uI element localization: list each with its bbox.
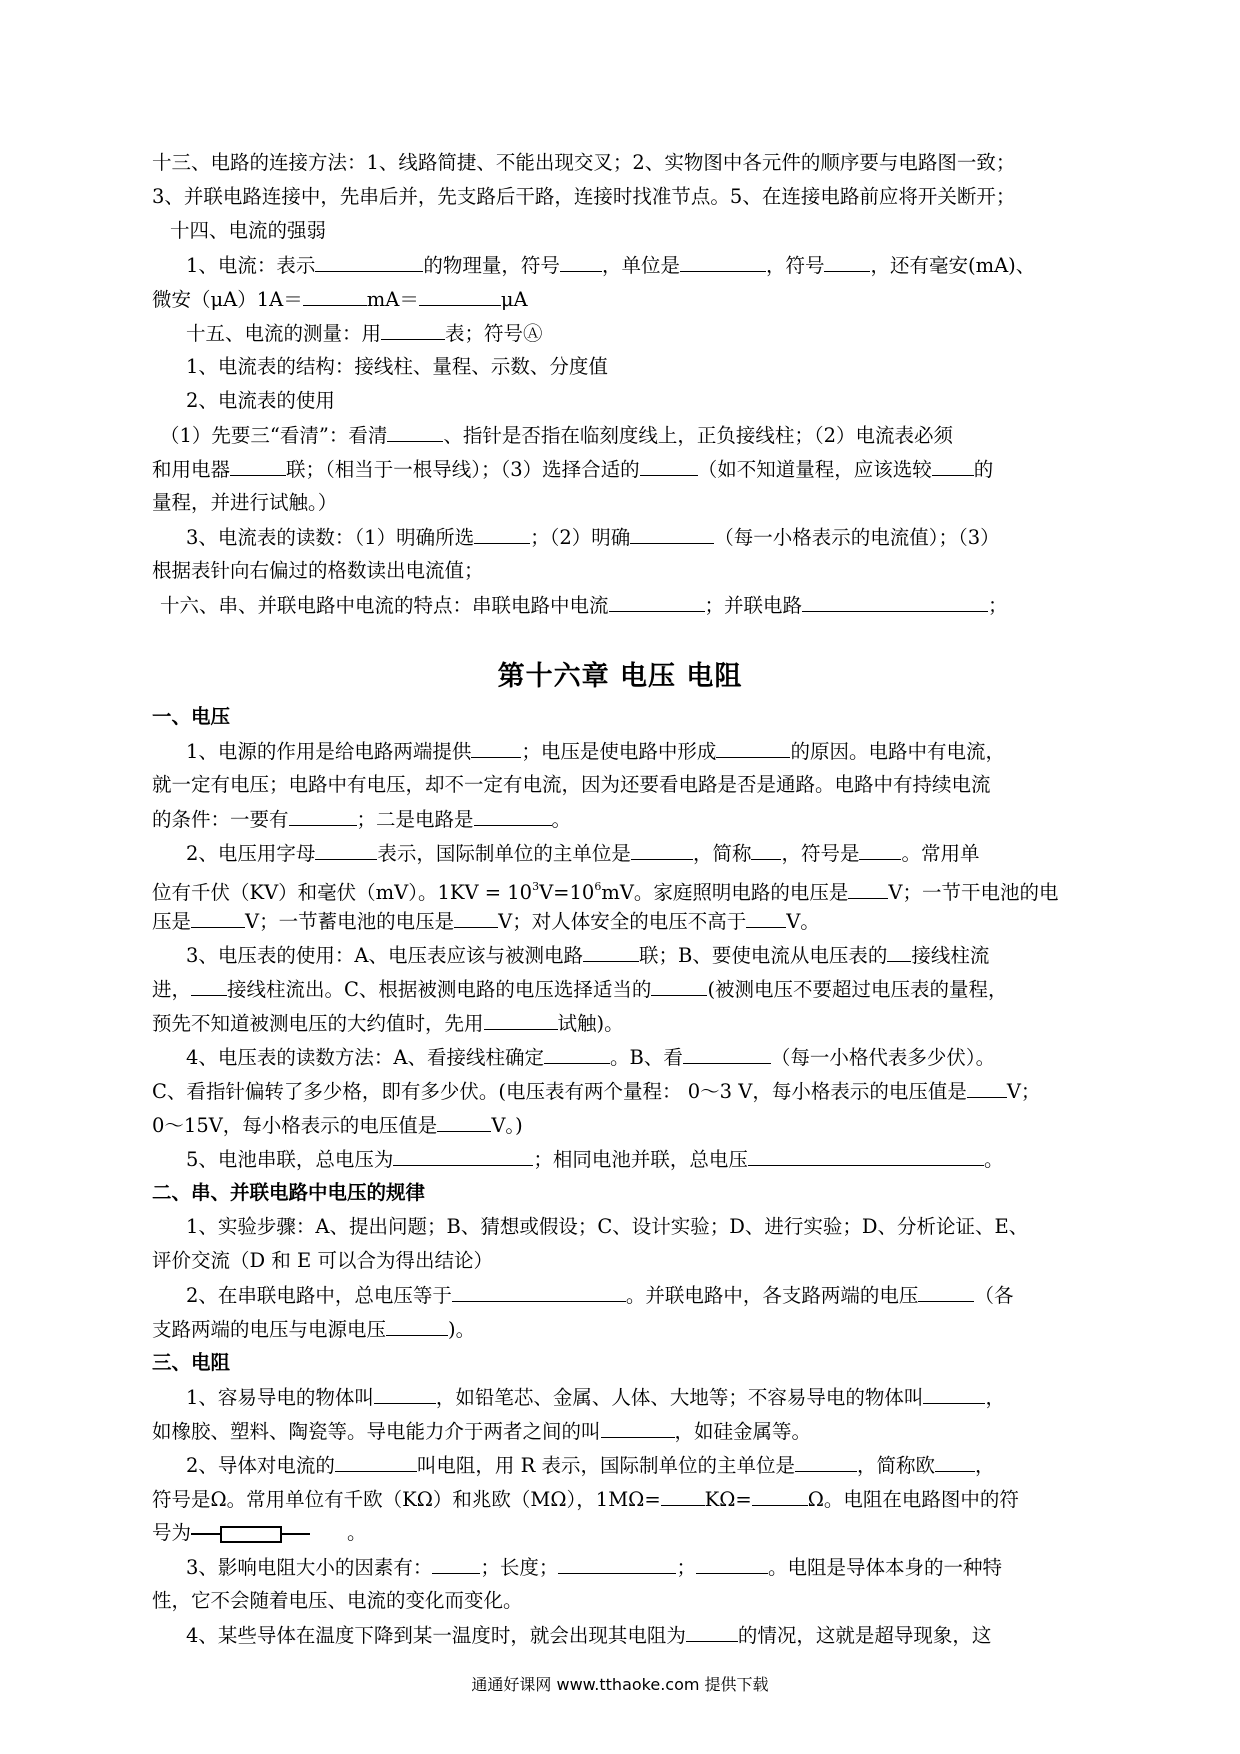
text: 接线柱流出。C、根据被测电路的电压选择适当的 bbox=[227, 978, 652, 1001]
text: V。 bbox=[786, 910, 820, 933]
text: 。并联电路中，各支路两端的电压 bbox=[625, 1284, 919, 1307]
text: 的物理量，符号 bbox=[423, 254, 560, 277]
exponent: 3 bbox=[532, 880, 540, 893]
text: 0～15V，每小格表示的电压值是 bbox=[152, 1114, 438, 1137]
fill-blank bbox=[230, 456, 286, 476]
fill-blank bbox=[848, 879, 888, 899]
text: V；对人体安全的电压不高于 bbox=[498, 910, 747, 933]
text: 进， bbox=[152, 978, 192, 1001]
text: V；一节干电池的电 bbox=[888, 881, 1059, 904]
text: （每一小格代表多少伏）。 bbox=[770, 1046, 996, 1069]
text: （1）先要三“看清”：看清 bbox=[160, 424, 388, 447]
text: 的条件：一要有 bbox=[152, 808, 289, 831]
fill-blank bbox=[484, 1010, 558, 1030]
resistance-p1-line2 bbox=[152, 1418, 811, 1445]
fill-blank bbox=[583, 942, 639, 962]
fill-blank bbox=[746, 908, 786, 928]
voltage-p2 bbox=[186, 840, 979, 867]
text: (被测电压不要超过电压表的量程， bbox=[707, 978, 1008, 1001]
fill-blank bbox=[393, 1146, 533, 1166]
voltage-p4-line3 bbox=[152, 1112, 523, 1139]
sec15-s2-line1 bbox=[160, 422, 953, 449]
fill-blank bbox=[680, 252, 766, 272]
fill-blank bbox=[752, 1486, 808, 1506]
fill-blank bbox=[454, 908, 498, 928]
text: 表；符号Ⓐ bbox=[445, 322, 543, 345]
text: 。 bbox=[551, 808, 572, 831]
voltage-p3-line2 bbox=[152, 976, 1008, 1003]
text: 1、电流：表示 bbox=[186, 254, 316, 277]
voltage-p4 bbox=[186, 1044, 995, 1071]
text: 压是 bbox=[152, 910, 192, 933]
fill-blank bbox=[386, 1316, 448, 1336]
fill-blank bbox=[374, 1384, 436, 1404]
fill-blank bbox=[609, 592, 705, 612]
fill-blank bbox=[661, 1486, 705, 1506]
text: ；并联电路 bbox=[704, 594, 803, 617]
fill-blank bbox=[935, 1452, 975, 1472]
voltage-p1-line3 bbox=[152, 806, 571, 833]
text: 3、电流表的读数：（1）明确所选 bbox=[186, 526, 475, 549]
text: （每一小格表示的电流值）；（3） bbox=[714, 526, 1000, 549]
sec13-line1: 十三、电路的连接方法：1、线路简捷、不能出现交叉；2、实物图中各元件的顺序要与电路图一致； bbox=[152, 151, 1016, 174]
text: 的情况，这就是超导现象，这 bbox=[737, 1624, 992, 1647]
text: ；长度； bbox=[480, 1556, 559, 1579]
text: ；（2）明确 bbox=[530, 526, 631, 549]
fill-blank bbox=[686, 1622, 738, 1642]
fill-blank bbox=[432, 1554, 480, 1574]
text: ，简称欧 bbox=[857, 1454, 936, 1477]
text: 十六、串、并联电路中电流的特点：串联电路中电流 bbox=[160, 594, 609, 617]
fill-blank bbox=[289, 806, 357, 826]
voltage-p1 bbox=[186, 738, 1005, 765]
fill-blank bbox=[437, 1112, 491, 1132]
fill-blank bbox=[802, 592, 988, 612]
fill-blank bbox=[918, 1282, 974, 1302]
text: 。 bbox=[983, 1148, 1004, 1171]
sec15-s2-line3: 量程，并进行试触。） bbox=[152, 491, 338, 514]
fill-blank bbox=[387, 422, 443, 442]
fill-blank bbox=[471, 738, 521, 758]
text: ，简称 bbox=[692, 842, 752, 865]
resistance-p2 bbox=[186, 1452, 995, 1479]
series-heading: 二、串、并联电路中电压的规律 bbox=[152, 1181, 426, 1204]
fill-blank bbox=[887, 942, 911, 962]
fill-blank bbox=[923, 1384, 985, 1404]
text: 3、电压表的使用：A、电压表应该与被测电路 bbox=[186, 944, 583, 967]
fill-blank bbox=[859, 840, 901, 860]
text: ， bbox=[985, 1386, 1005, 1409]
voltage-p5 bbox=[186, 1146, 1003, 1173]
text: 。常用单 bbox=[901, 842, 980, 865]
text: 和用电器 bbox=[152, 458, 231, 481]
fill-blank bbox=[631, 840, 693, 860]
fill-blank bbox=[748, 1146, 984, 1166]
text: mA＝ bbox=[366, 288, 419, 311]
sec16-line bbox=[160, 592, 1008, 619]
text: （如不知道量程，应该选较 bbox=[697, 458, 932, 481]
text: ， bbox=[975, 1454, 995, 1477]
text: 支路两端的电压与电源电压 bbox=[152, 1318, 387, 1341]
text: ，符号 bbox=[765, 254, 825, 277]
text: 5、电池串联，总电压为 bbox=[186, 1148, 394, 1171]
fill-blank bbox=[795, 1452, 857, 1472]
text: 联；（相当于一根导线）；（3）选择合适的 bbox=[286, 458, 640, 481]
fill-blank bbox=[932, 456, 974, 476]
text: 4、电压表的读数方法：A、看接线柱确定 bbox=[186, 1046, 544, 1069]
exponent: 6 bbox=[594, 880, 602, 893]
text: ，符号是 bbox=[781, 842, 860, 865]
page-footer: 通通好课网 www.tthaoke.com 提供下载 bbox=[471, 1675, 769, 1694]
text: 4、某些导体在温度下降到某一温度时，就会出现其电阻为 bbox=[186, 1624, 686, 1647]
sec15-title bbox=[186, 320, 543, 347]
voltage-heading: 一、电压 bbox=[152, 705, 231, 728]
text: 3、影响电阻大小的因素有： bbox=[186, 1556, 433, 1579]
voltage-p2-line3 bbox=[152, 908, 820, 935]
fill-blank bbox=[651, 976, 707, 996]
fill-blank bbox=[303, 286, 367, 306]
text: Ω。电阻在电路图中的符 bbox=[807, 1488, 1019, 1511]
text: 。 bbox=[347, 1521, 367, 1544]
resistance-heading: 三、电阻 bbox=[152, 1351, 231, 1374]
fill-blank bbox=[315, 252, 423, 272]
text: 1、容易导电的物体叫 bbox=[186, 1386, 374, 1409]
sec13-line2: 3、并联电路连接中，先串后并，先支路后干路，连接时找准节点。5、在连接电路前应将开关断开； bbox=[152, 185, 1016, 208]
resistance-p2-line3 bbox=[152, 1520, 367, 1546]
text: V；一节蓄电池的电压是 bbox=[245, 910, 455, 933]
text: 联；B、要使电流从电压表的 bbox=[639, 944, 888, 967]
text: 2、在串联电路中，总电压等于 bbox=[186, 1284, 452, 1307]
fill-blank bbox=[751, 840, 781, 860]
text: 1、电源的作用是给电路两端提供 bbox=[186, 740, 472, 763]
resistance-p1 bbox=[186, 1384, 1005, 1411]
resistance-p3 bbox=[186, 1554, 1002, 1581]
voltage-p1-line2: 就一定有电压；电路中有电压，却不一定有电流，因为还要看电路是否是通路。电路中有持续电流 bbox=[152, 773, 991, 796]
text: 预先不知道被测电压的大约值时，先用 bbox=[152, 1012, 484, 1035]
text: V； bbox=[1006, 1080, 1041, 1103]
text: C、看指针偏转了多少格，即有多少伏。(电压表有两个量程： 0～3 V，每小格表示的电压值是 bbox=[152, 1080, 967, 1103]
voltage-p4-line2 bbox=[152, 1078, 1040, 1105]
text: 、指针是否指在临刻度线上，正负接线柱；（2）电流表必须 bbox=[443, 424, 954, 447]
text: 。电阻是导体本身的一种特 bbox=[767, 1556, 1002, 1579]
text: V。) bbox=[491, 1114, 523, 1137]
text: ；相同电池并联，总电压 bbox=[533, 1148, 748, 1171]
fill-blank bbox=[191, 908, 245, 928]
text: 十五、电流的测量：用 bbox=[186, 322, 382, 345]
text: 的 bbox=[973, 458, 994, 481]
series-p1: 1、实验步骤：A、提出问题；B、猜想或假设；C、设计实验；D、进行实验；D、分析论证、E、 bbox=[186, 1215, 1029, 1238]
text: KΩ= bbox=[704, 1488, 752, 1511]
text: μA bbox=[500, 288, 528, 311]
resistance-p4 bbox=[186, 1622, 991, 1649]
fill-blank bbox=[191, 976, 227, 996]
fill-blank bbox=[683, 1044, 771, 1064]
text: V=10 bbox=[539, 881, 595, 904]
fill-blank bbox=[419, 286, 501, 306]
text: 号为 bbox=[152, 1521, 192, 1544]
text: （各 bbox=[974, 1284, 1014, 1307]
fill-blank bbox=[474, 806, 552, 826]
text: ；二是电路是 bbox=[356, 808, 474, 831]
fill-blank bbox=[560, 252, 602, 272]
fill-blank bbox=[630, 524, 714, 544]
fill-blank bbox=[716, 738, 790, 758]
sec15-s2-line2 bbox=[152, 456, 993, 483]
text: 2、电压用字母 bbox=[186, 842, 316, 865]
text: )。 bbox=[448, 1318, 476, 1341]
text: mV。家庭照明电路的电压是 bbox=[601, 881, 849, 904]
text: 。B、看 bbox=[610, 1046, 683, 1069]
series-p1-line2: 评价交流（D 和 E 可以合为得出结论） bbox=[152, 1249, 493, 1272]
text: 如橡胶、塑料、陶瓷等。导电能力介于两者之间的叫 bbox=[152, 1420, 601, 1443]
fill-blank bbox=[474, 524, 530, 544]
text: ，如铅笔芯、金属、人体、大地等；不容易导电的物体叫 bbox=[435, 1386, 924, 1409]
text: 的原因。电路中有电流， bbox=[790, 740, 1005, 763]
fill-blank bbox=[558, 1554, 676, 1574]
sec14-line1 bbox=[186, 252, 1035, 279]
text: 叫电阻，用 R 表示，国际制单位的主单位是 bbox=[416, 1454, 796, 1477]
sec15-s3-line2: 根据表针向右偏过的格数读出电流值； bbox=[152, 559, 484, 582]
text: ； bbox=[676, 1556, 696, 1579]
text: 试触)。 bbox=[557, 1012, 624, 1035]
fill-blank bbox=[601, 1418, 675, 1438]
fill-blank bbox=[452, 1282, 626, 1302]
voltage-p2-line2 bbox=[152, 874, 1059, 906]
resistance-p3-line2: 性，它不会随着电压、电流的变化而变化。 bbox=[152, 1589, 523, 1612]
text: 2、导体对电流的 bbox=[186, 1454, 335, 1477]
fill-blank bbox=[640, 456, 698, 476]
resistor-symbol-icon bbox=[191, 1524, 315, 1544]
series-p2-line2 bbox=[152, 1316, 475, 1343]
fill-blank bbox=[967, 1078, 1007, 1098]
text: 位有千伏（KV）和毫伏（mV）。1KV = 10 bbox=[152, 881, 533, 904]
text: ，单位是 bbox=[601, 254, 680, 277]
sec15-s3 bbox=[186, 524, 1000, 551]
text: ，如硅金属等。 bbox=[674, 1420, 812, 1443]
text: ； bbox=[988, 594, 1008, 617]
resistance-p2-line2 bbox=[152, 1486, 1019, 1513]
voltage-p3-line3 bbox=[152, 1010, 624, 1037]
text: 接线柱流 bbox=[911, 944, 990, 967]
text: ；电压是使电路中形成 bbox=[521, 740, 717, 763]
sec14-line2 bbox=[152, 286, 528, 313]
text: 表示，国际制单位的主单位是 bbox=[377, 842, 631, 865]
fill-blank bbox=[335, 1452, 417, 1472]
fill-blank bbox=[381, 320, 445, 340]
sec15-s2: 2、电流表的使用 bbox=[186, 389, 335, 412]
sec14-title: 十四、电流的强弱 bbox=[170, 219, 327, 242]
sec15-s1: 1、电流表的结构：接线柱、量程、示数、分度值 bbox=[186, 355, 608, 378]
text: 微安（μA）1A＝ bbox=[152, 288, 303, 311]
text: 符号是Ω。常用单位有千欧（KΩ）和兆欧（MΩ），1MΩ= bbox=[152, 1488, 661, 1511]
text: ，还有毫安(mA)、 bbox=[870, 254, 1036, 277]
voltage-p3 bbox=[186, 942, 989, 969]
fill-blank bbox=[315, 840, 377, 860]
fill-blank bbox=[696, 1554, 768, 1574]
fill-blank bbox=[544, 1044, 610, 1064]
fill-blank bbox=[824, 252, 870, 272]
chapter-title: 第十六章 电压 电阻 bbox=[497, 661, 743, 692]
series-p2 bbox=[186, 1282, 1013, 1309]
